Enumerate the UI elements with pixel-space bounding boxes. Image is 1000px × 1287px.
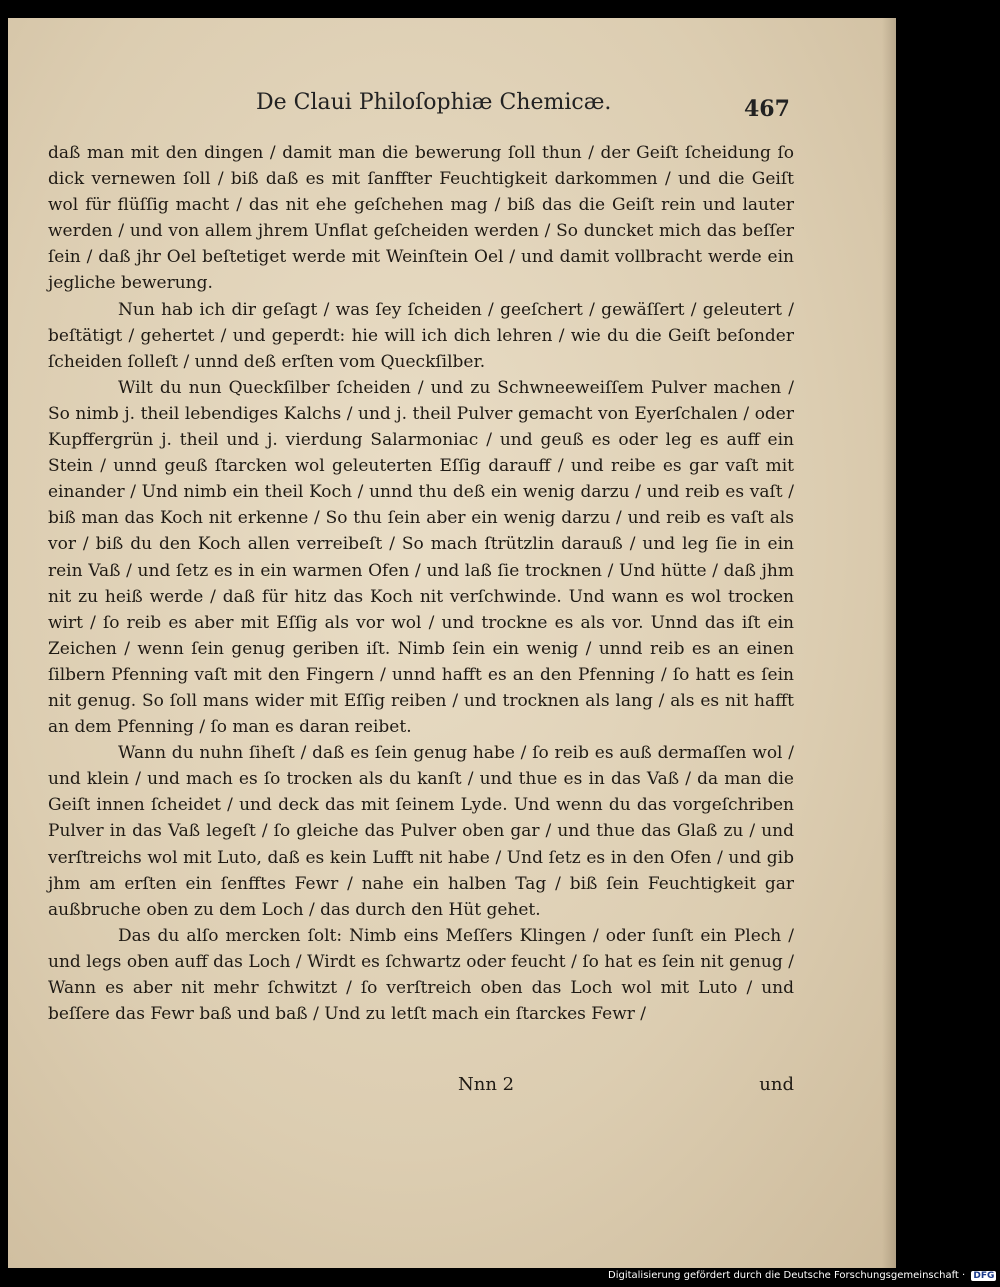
paragraph-2: Nun hab ich dir geſagt / was ſey ſcheiden / geeſchert / gewäſſert / geleutert / beſtätigt / gehertet / und geperdt: hie will ich dich lehren / wie du die Geiſt beſonder ſcheiden ſolleſt / unnd deß erſten vom Queckſilber. — [48, 299, 794, 372]
catchword: und — [759, 1074, 794, 1095]
page-number: 467 — [744, 96, 790, 122]
paragraph-5: Das du alſo mercken ſolt: Nimb eins Meſſers Klingen / oder ſunſt ein Plech / und legs oben auff das Loch / Wirdt es ſchwartz oder feucht / ſo hat es ſein nit genug / Wann es aber nit mehr ſchwitzt / ſo verſtreich oben das Loch wol mit Luto / und beſſere das Fewr baß und baß / Und zu letſt mach ein ſtarckes Fewr / — [48, 925, 794, 1025]
signature-mark: Nnn 2 — [458, 1074, 515, 1095]
book-page — [8, 18, 896, 1268]
running-title: De Claui Philoſophiæ Chemicæ. — [256, 90, 612, 115]
paragraph-3: Wilt du nun Queckſilber ſcheiden / und zu Schwneeweiſſem Pulver machen / So nimb j. theil lebendiges Kalchs / und j. theil Pulver gemacht von Eyerſchalen / oder Kupffergrün j. theil und j. vierdung Salarmoniac / und geuß es oder leg es auff ein Stein / unnd geuß ſtarcken wol geleuterten Eſſig darauff / und reibe es gar vaſt mit einander / Und nimb ein theil Koch / unnd thu deß ein wenig darzu / und reib es vaſt / biß man das Koch nit erkenne / So thu ſein aber ein wenig darzu / und reib es vaſt als vor / biß du den Koch allen verreibeſt / So mach ſtrützlin darauß / und leg ſie in ein rein Vaß / und ſetz es in ein warmen Ofen / und laß ſie trocknen / Und hütte / daß jhm nit zu heiß werde / daß für hitz das Koch nit verſchwinde. Und wann es wol trocken wirt / ſo reib es aber mit Eſſig als vor wol / und trockne es als vor. Unnd das iſt ein Zeichen / wenn ſein genug geriben iſt. Nimb ſein ein wenig / unnd reib es an einen ſilbern Pfenning vaſt mit den Fingern / unnd hafft es an den Pfenning / ſo hatt es ſein nit genug. So ſoll mans wider mit Eſſig reiben / und trocknen als lang / als es nit hafft an dem Pfenning / ſo man es daran reibet. — [48, 377, 794, 738]
page-edge-shadow — [882, 18, 896, 1268]
funding-credit — [608, 1270, 996, 1281]
body-text — [48, 140, 794, 1027]
paragraph-1: daß man mit den dingen / damit man die bewerung ſoll thun / der Geiſt ſcheidung ſo dick vernewen ſoll / biß daß es mit ſanffter Feuchtigkeit darkommen / und die Geiſt wol für flüſſig macht / das nit ehe geſchehen mag / biß das die Geiſt rein und lauter werden / und von allem jhrem Unflat geſcheiden werden / So duncket mich das beſſer ſein / daß jhr Oel beſtetiget werde mit Weinſtein Oel / und damit vollbracht werde ein jegliche bewerung. — [48, 143, 794, 294]
dfg-logo-icon: DFG — [973, 1271, 995, 1281]
paragraph-4: Wann du nuhn ſiheſt / daß es ſein genug habe / ſo reib es auß dermaſſen wol / und klein / und mach es ſo trocken als du kanſt / und thue es in das Vaß / da man die Geiſt innen ſcheidet / und deck das mit ſeinem Lyde. Und wenn du das vorgeſchriben Pulver in das Vaß legeſt / ſo gleiche das Pulver oben gar / und thue das Glaß zu / und verſtreichs wol mit Luto, daß es kein Lufft nit habe / Und ſetz es in den Ofen / und gib jhm am erſten ein ſenfftes Fewr / nahe ein halben Tag / biß ſein Feuchtigkeit gar außbruche oben zu dem Loch / das durch den Hüt gehet. — [48, 743, 794, 920]
credit-text: Digitalisierung gefördert durch die Deutsche Forschungsgemeinschaft · — [608, 1270, 966, 1281]
